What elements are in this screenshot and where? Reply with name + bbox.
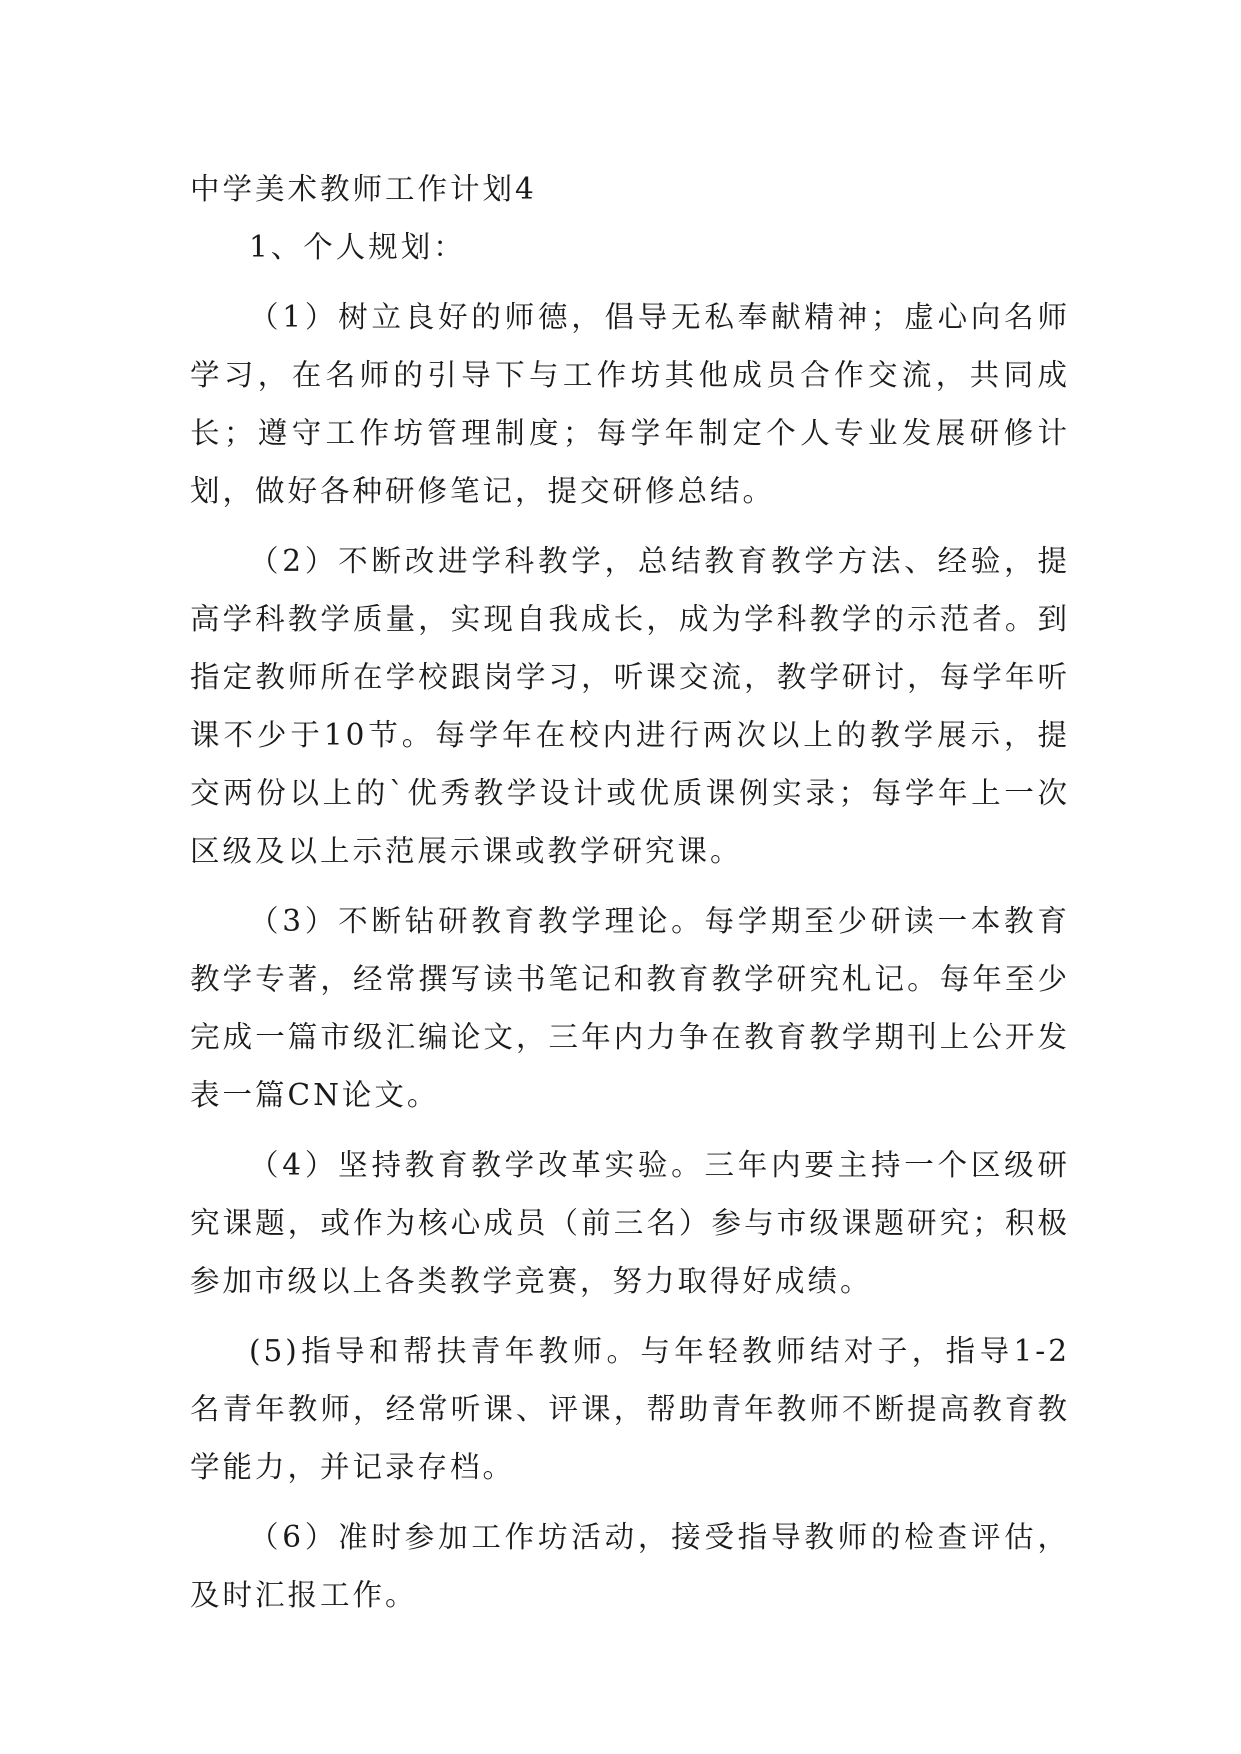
document-title: 中学美术教师工作计划4 [190, 172, 537, 206]
paragraph-item-5: (5)指导和帮扶青年教师。与年轻教师结对子，指导1-2名青年教师，经常听课、评课，帮助青年教师不断提高教育教学能力，并记录存档。 [190, 1334, 1070, 1484]
paragraph-item-6: （6）准时参加工作坊活动，接受指导教师的检查评估，及时汇报工作。 [190, 1520, 1070, 1612]
paragraph-item-2: （2）不断改进学科教学，总结教育教学方法、经验，提高学科教学质量，实现自我成长，成为学科教学的示范者。到指定教师所在学校跟岗学习，听课交流，教学研讨，每学年听课不少于10节。每学年在校内进行两次以上的教学展示，提交两份以上的`优秀教学设计或优质课例实录；每学年上一次区级及以上示范展示课或教学研究课。 [190, 544, 1070, 868]
paragraph-item-3: （3）不断钻研教育教学理论。每学期至少研读一本教育教学专著，经常撰写读书笔记和教育教学研究札记。每年至少完成一篇市级汇编论文，三年内力争在教育教学期刊上公开发表一篇CN论文。 [190, 904, 1070, 1112]
paragraph-item-4: （4）坚持教育教学改革实验。三年内要主持一个区级研究课题，或作为核心成员（前三名）参与市级课题研究；积极参加市级以上各类教学竞赛，努力取得好成绩。 [190, 1148, 1070, 1298]
document-body [190, 160, 1070, 1624]
paragraph-personal-plan: 1、个人规划： [249, 230, 466, 264]
paragraph-item-1: （1）树立良好的师德，倡导无私奉献精神；虚心向名师学习，在名师的引导下与工作坊其他成员合作交流，共同成长；遵守工作坊管理制度；每学年制定个人专业发展研修计划，做好各种研修笔记，提交研修总结。 [190, 300, 1070, 508]
